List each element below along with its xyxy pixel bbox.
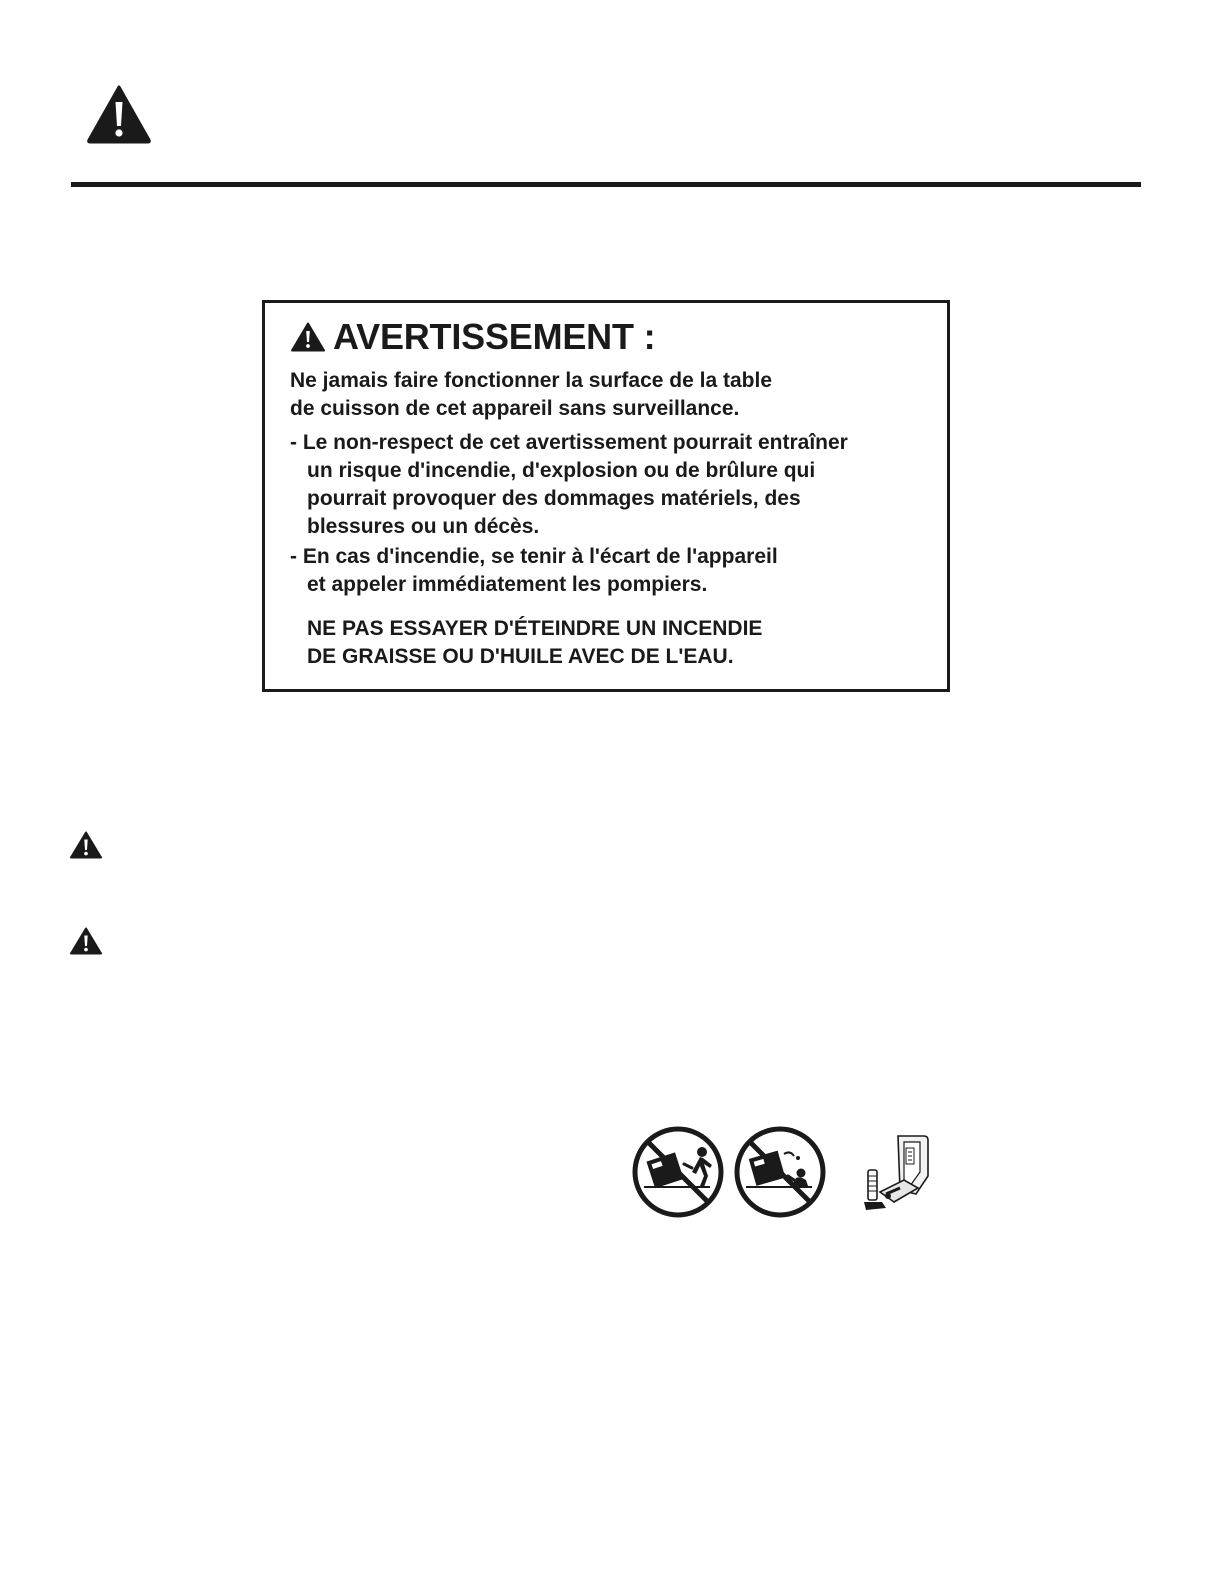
intro-line: de cuisson de cet appareil sans surveillance. [290, 397, 740, 420]
bullet-line: - En cas d'incendie, se tenir à l'écart de l'appareil [290, 545, 778, 568]
header-rule [71, 182, 1141, 187]
bullet-line: - Le non-respect de cet avertissement pourrait entraîner [290, 431, 848, 454]
warning-box [262, 300, 950, 692]
warning-bullet-consequence [290, 429, 848, 541]
intro-line: Ne jamais faire fonctionner la surface de la table [290, 369, 773, 392]
caps-line: NE PAS ESSAYER D'ÉTEINDRE UN INCENDIE [307, 617, 763, 640]
bullet-line: blessures ou un décès. [307, 515, 540, 538]
warning-title-text: AVERTISSEMENT : [333, 316, 656, 357]
warning-intro [290, 367, 772, 423]
warning-caps-notice [307, 615, 762, 671]
warning-triangle-icon [291, 322, 325, 352]
no-tip-over-adult-icon [630, 1124, 726, 1220]
warning-triangle-icon [70, 927, 102, 955]
warning-bullet-fire [290, 543, 778, 599]
warning-triangle-icon [86, 84, 152, 144]
bullet-line: et appeler immédiatement les pompiers. [307, 573, 708, 596]
warning-triangle-icon [70, 831, 102, 859]
anti-tip-bracket-icon [860, 1132, 932, 1214]
no-tip-over-child-icon [732, 1124, 828, 1220]
bullet-line: pourrait provoquer des dommages matériels, des [307, 487, 801, 510]
caps-line: DE GRAISSE OU D'HUILE AVEC DE L'EAU. [307, 645, 734, 668]
warning-title [291, 315, 655, 359]
bullet-line: un risque d'incendie, d'explosion ou de brûlure qui [307, 459, 816, 482]
